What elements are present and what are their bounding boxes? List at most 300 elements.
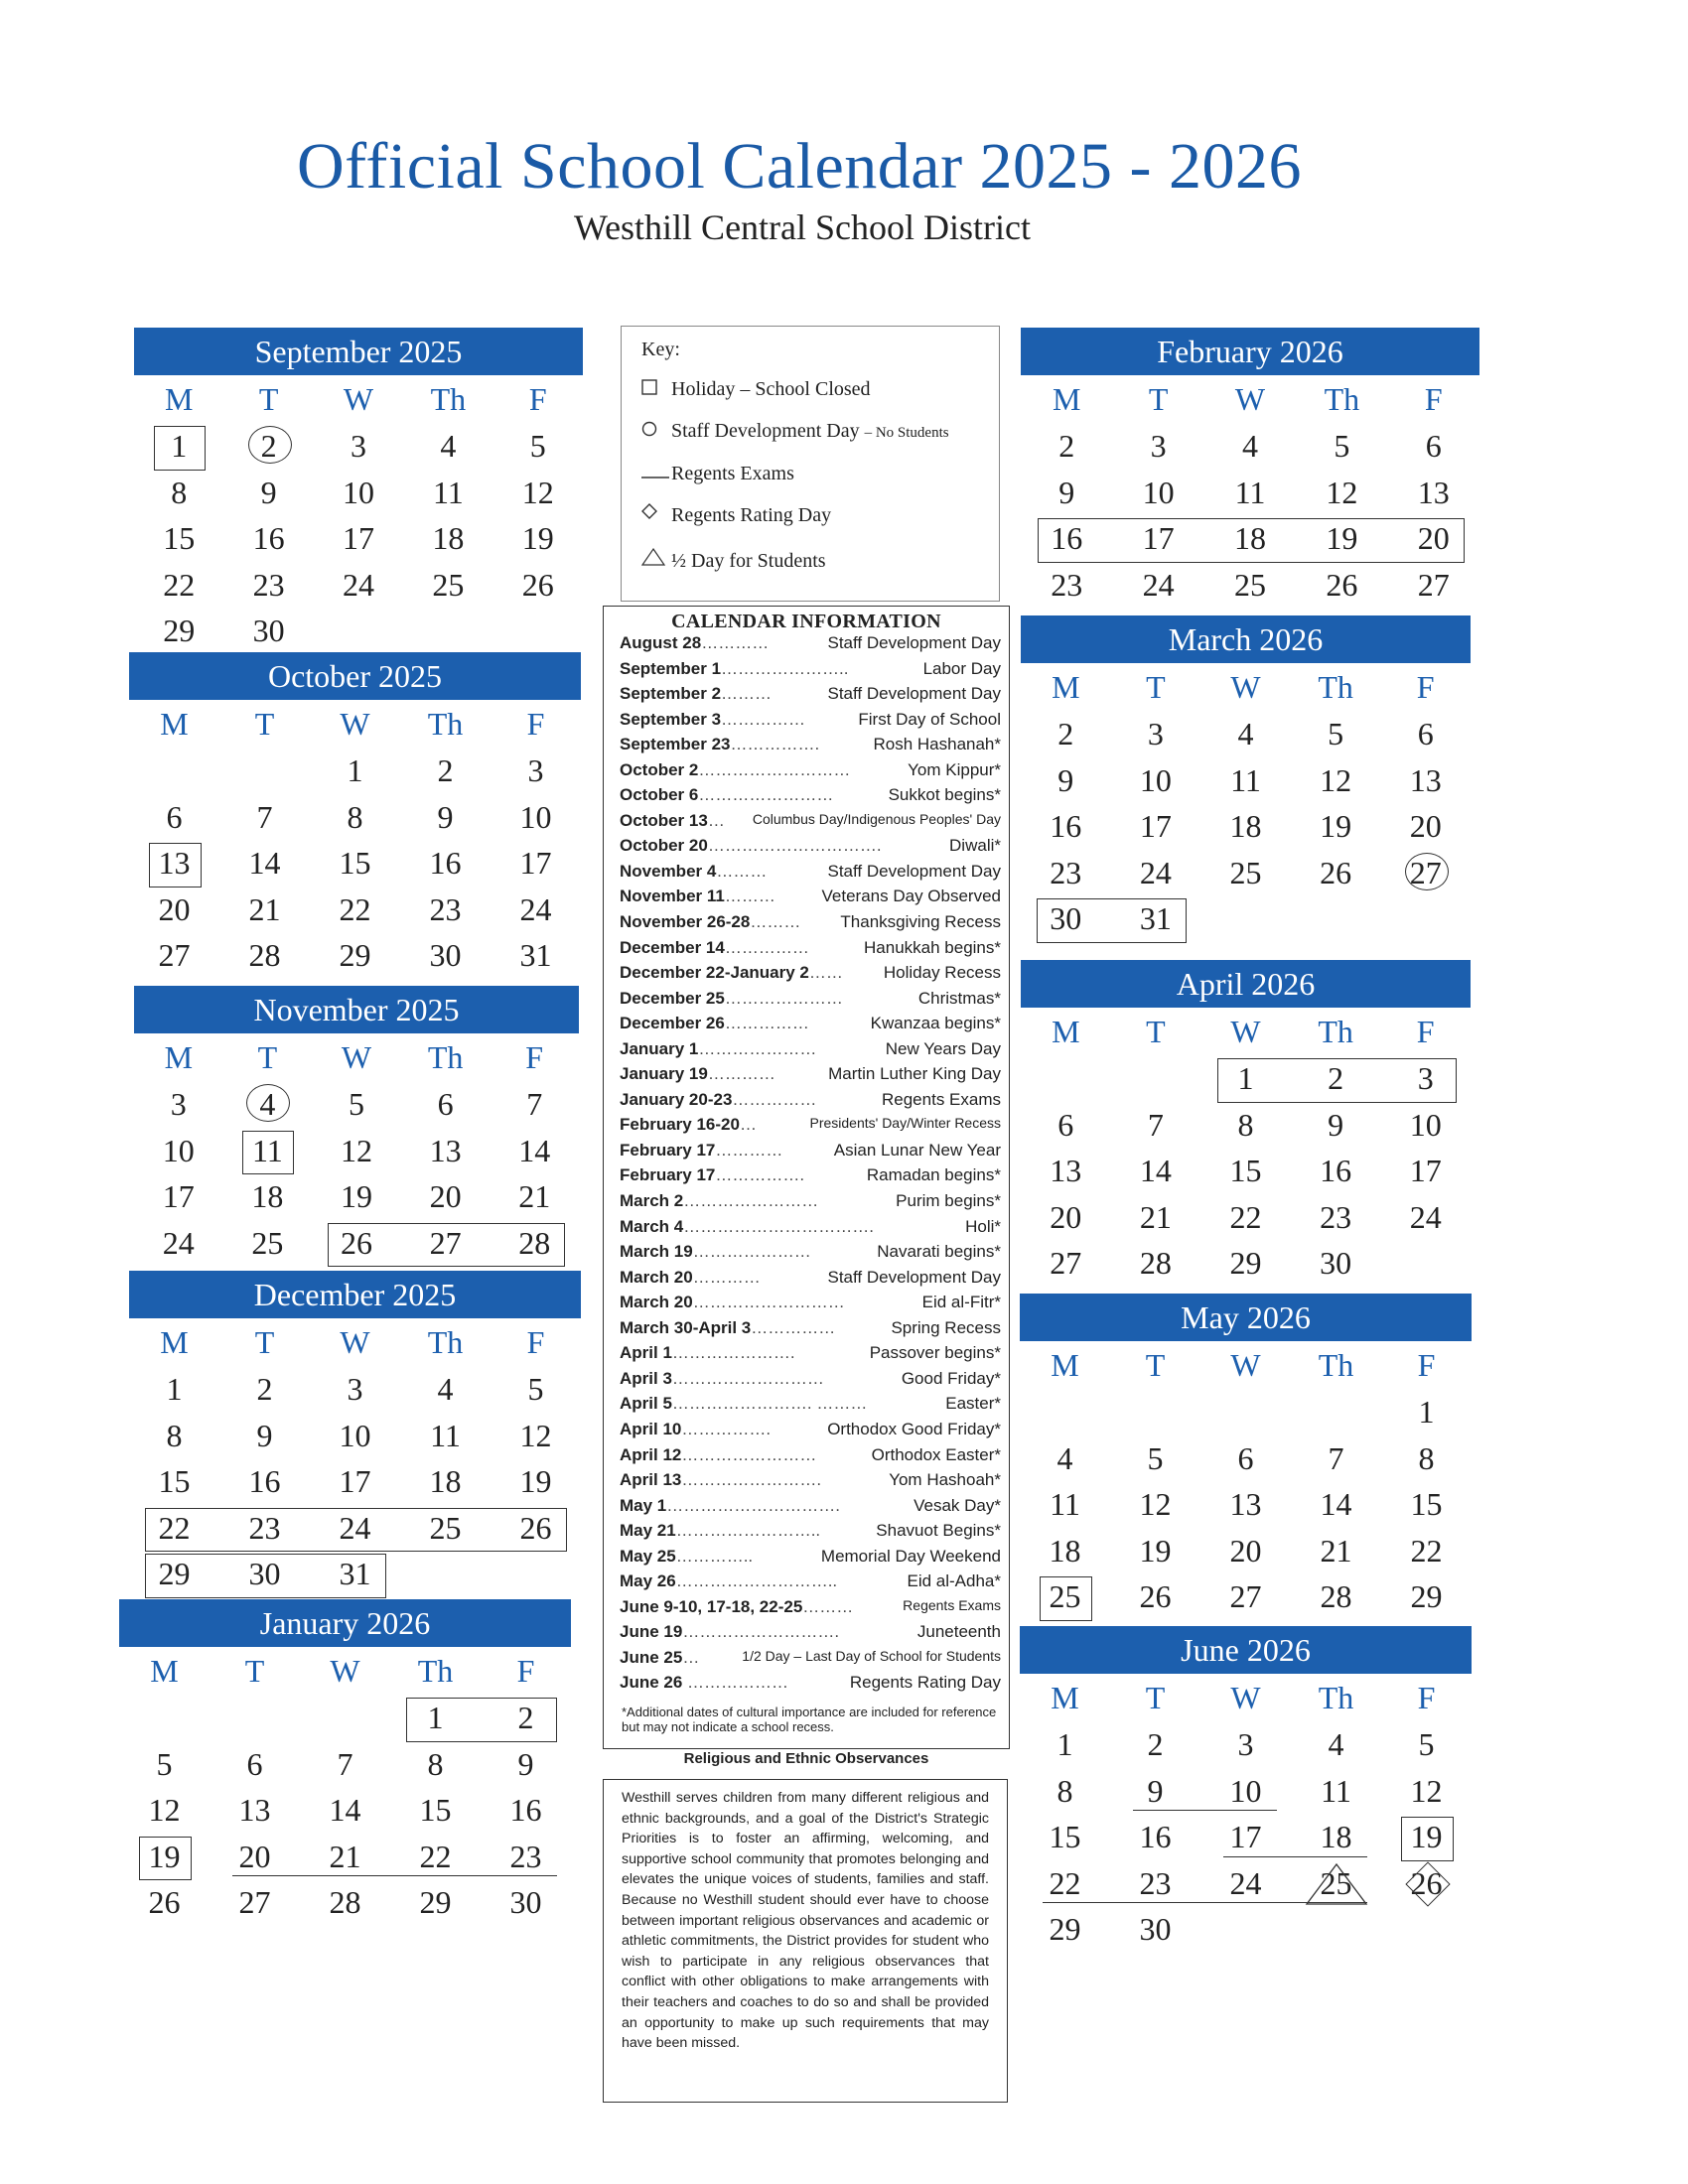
day-cell: 29 <box>1049 1911 1081 1947</box>
day-cell: 6 <box>437 1086 454 1122</box>
empty-cell <box>1380 1240 1471 1287</box>
event-leader-dots: … <box>707 810 725 830</box>
day-cell: 27 <box>1050 1245 1082 1281</box>
day-cell: 27 <box>1229 1578 1262 1614</box>
event-name: Martin Luther King Day <box>828 1064 1001 1084</box>
event-name: First Day of School <box>858 709 1001 729</box>
event-name: Asian Lunar New Year <box>833 1140 1001 1160</box>
weekday-label: Th <box>1318 1347 1354 1383</box>
day-cell: 6 <box>1425 428 1442 464</box>
event-date: March 20 <box>620 1293 693 1312</box>
event-leader-dots: ……………. <box>715 1165 805 1185</box>
key-item-rating-day <box>641 503 831 527</box>
day-cell: 23 <box>429 890 462 927</box>
weekday-label: F <box>525 1039 544 1075</box>
event-name: Christmas* <box>917 988 1001 1008</box>
month-october-2025 <box>129 652 581 979</box>
day-cell: 27 <box>238 1884 271 1920</box>
day-cell: 11 <box>251 1132 283 1168</box>
day-cell: 7 <box>1147 1106 1164 1143</box>
day-cell: 10 <box>339 1417 371 1453</box>
event-name: Spring Recess <box>891 1317 1001 1337</box>
day-cell: 12 <box>1410 1772 1443 1809</box>
day-cell: 11 <box>1050 1486 1080 1522</box>
event-leader-dots: …………… <box>724 937 809 957</box>
day-cell: 21 <box>1139 1198 1172 1235</box>
event-date: March 30-April 3 <box>620 1317 752 1337</box>
day-cell: 5 <box>527 1371 544 1407</box>
event-row <box>620 1343 1001 1369</box>
day-cell: 6 <box>246 1745 263 1782</box>
day-cell: 17 <box>1139 808 1172 844</box>
day-cell: 16 <box>1139 1819 1172 1854</box>
day-cell: 25 <box>251 1224 284 1261</box>
day-cell: 26 <box>521 566 554 603</box>
day-cell: 23 <box>1050 854 1082 890</box>
event-leader-dots: ……… <box>802 1596 854 1616</box>
day-cell: 5 <box>156 1745 173 1782</box>
day-cell: 16 <box>252 520 285 556</box>
day-cell: 27 <box>1409 854 1442 890</box>
month-september-2025 <box>134 328 583 654</box>
day-cell: 3 <box>347 1371 363 1407</box>
key-title: Key: <box>641 339 680 360</box>
event-row <box>620 1014 1001 1039</box>
day-cell: 5 <box>1328 716 1344 751</box>
month-header: February 2026 <box>1021 328 1479 375</box>
empty-cell <box>219 748 310 794</box>
day-cell: 21 <box>518 1178 551 1214</box>
day-cell: 10 <box>519 798 552 835</box>
day-cell: 27 <box>158 937 191 973</box>
event-row <box>620 836 1001 862</box>
event-name: Good Friday* <box>901 1368 1001 1388</box>
month-november-2025 <box>134 986 579 1266</box>
day-cell: 18 <box>251 1178 284 1214</box>
day-cell: 15 <box>1049 1819 1081 1854</box>
weekday-label: T <box>1145 1347 1166 1383</box>
day-cell: 31 <box>339 1556 371 1591</box>
day-cell: 10 <box>1142 474 1175 510</box>
weekday-label: T <box>1148 381 1169 417</box>
empty-cell <box>1380 895 1471 942</box>
event-date: November 4 <box>620 861 717 881</box>
event-leader-dots: …………………….. <box>675 1521 821 1541</box>
event-leader-dots: …………………………. <box>666 1495 840 1515</box>
day-cell: 1 <box>1418 1394 1435 1430</box>
day-cell: 31 <box>1139 900 1172 936</box>
month-grid <box>129 700 581 979</box>
event-leader-dots: ……………. <box>681 1419 772 1438</box>
event-date: September 2 <box>620 684 722 704</box>
day-cell: 10 <box>162 1132 195 1168</box>
day-cell: 4 <box>259 1086 276 1122</box>
event-leader-dots: ……………………. ……… <box>671 1394 868 1414</box>
weekday-label: W <box>340 1324 370 1360</box>
day-cell: 8 <box>1237 1106 1254 1143</box>
day-cell: 17 <box>162 1178 195 1214</box>
day-cell: 27 <box>429 1224 462 1261</box>
day-cell: 10 <box>1229 1772 1262 1809</box>
event-row <box>620 1039 1001 1065</box>
event-name: 1/2 Day – Last Day of School for Students <box>742 1647 1001 1664</box>
day-cell: 1 <box>347 752 363 788</box>
month-march-2026 <box>1021 615 1471 942</box>
day-cell: 19 <box>340 1178 372 1214</box>
day-cell: 28 <box>1139 1245 1172 1281</box>
day-cell: 24 <box>162 1224 195 1261</box>
event-name: Holi* <box>965 1216 1001 1236</box>
day-cell: 12 <box>519 1417 552 1453</box>
key-item-holiday <box>641 378 871 401</box>
day-cell: 12 <box>340 1132 372 1168</box>
event-leader-dots: …………… <box>751 1317 836 1337</box>
event-row <box>620 1293 1001 1318</box>
event-date: December 22-January 2 <box>620 963 809 983</box>
day-cell: 14 <box>1320 1486 1352 1522</box>
day-cell: 20 <box>1409 808 1442 844</box>
event-row <box>620 1547 1001 1572</box>
event-date: October 2 <box>620 759 699 779</box>
event-leader-dots: …… <box>808 963 843 983</box>
empty-cell <box>119 1695 210 1741</box>
key-half-day-label: ½ Day for Students <box>671 550 826 572</box>
event-date: September 3 <box>620 709 722 729</box>
month-grid <box>129 1318 581 1597</box>
event-name: Staff Development Day <box>827 684 1001 704</box>
day-cell: 2 <box>260 428 277 464</box>
weekday-label: W <box>1230 1347 1261 1383</box>
day-cell: 17 <box>339 1463 371 1499</box>
event-date: March 19 <box>620 1242 693 1262</box>
event-row <box>620 1115 1001 1141</box>
day-cell: 6 <box>1057 1106 1074 1143</box>
event-leader-dots: ………… <box>715 1140 783 1160</box>
day-cell: 15 <box>339 845 371 881</box>
event-name: Regents Exams <box>903 1596 1001 1613</box>
weekday-label: W <box>340 706 370 742</box>
event-row <box>620 1521 1001 1547</box>
day-cell: 9 <box>1057 761 1074 798</box>
empty-cell <box>1200 895 1291 942</box>
event-date: January 1 <box>620 1038 699 1058</box>
event-date: February 17 <box>620 1140 716 1160</box>
event-name: Passover begins* <box>869 1343 1001 1363</box>
day-cell: 15 <box>163 520 196 556</box>
calendar-information <box>603 606 1010 1767</box>
key-holiday-label: Holiday – School Closed <box>671 378 871 400</box>
day-cell: 29 <box>158 1556 191 1591</box>
event-name: Yom Hashoah* <box>889 1470 1001 1490</box>
day-cell: 20 <box>238 1838 271 1874</box>
empty-cell <box>1291 1389 1381 1435</box>
day-cell: 22 <box>158 1509 191 1546</box>
event-row <box>620 659 1001 685</box>
weekday-label: W <box>1234 381 1266 417</box>
event-row <box>620 1191 1001 1217</box>
event-date: August 28 <box>620 633 702 652</box>
empty-cell <box>403 608 492 654</box>
day-cell: 28 <box>248 937 281 973</box>
event-date: March 4 <box>620 1216 684 1236</box>
weekday-label: T <box>1146 1014 1166 1049</box>
event-leader-dots: ………… <box>707 1064 775 1084</box>
day-cell: 26 <box>1320 854 1352 890</box>
day-cell: 9 <box>517 1745 534 1782</box>
event-leader-dots: ………………… <box>724 988 843 1008</box>
event-leader-dots: … <box>739 1115 757 1135</box>
day-cell: 14 <box>518 1132 551 1168</box>
event-leader-dots: ……………………… <box>671 1368 824 1388</box>
weekday-label: Th <box>1324 381 1360 417</box>
event-name: Navarati begins* <box>877 1242 1001 1262</box>
day-cell: 26 <box>1410 1864 1443 1901</box>
month-header: May 2026 <box>1020 1294 1472 1341</box>
underline-icon <box>641 462 671 485</box>
event-row <box>620 1369 1001 1395</box>
day-cell: 9 <box>1328 1106 1344 1143</box>
day-cell: 12 <box>521 474 554 510</box>
weekday-label: M <box>150 1653 179 1689</box>
day-cell: 1 <box>1056 1726 1073 1762</box>
event-row <box>620 811 1001 837</box>
event-date: September 1 <box>620 658 722 678</box>
event-date: February 16-20 <box>620 1115 740 1135</box>
day-cell: 7 <box>1328 1439 1344 1476</box>
event-name: Juneteenth <box>916 1622 1001 1642</box>
day-cell: 18 <box>1049 1532 1081 1569</box>
event-row <box>620 1496 1001 1522</box>
month-header: March 2026 <box>1021 615 1471 663</box>
day-cell: 24 <box>339 1509 371 1546</box>
day-cell: 14 <box>248 845 281 881</box>
event-date: May 21 <box>620 1521 676 1541</box>
day-cell: 18 <box>1233 520 1266 556</box>
day-cell: 20 <box>1050 1198 1082 1235</box>
event-date: December 14 <box>620 937 725 957</box>
day-cell: 17 <box>342 520 374 556</box>
event-leader-dots: ……………………. <box>681 1470 822 1490</box>
day-cell: 18 <box>429 1463 462 1499</box>
empty-cell <box>129 748 219 794</box>
day-cell: 24 <box>1409 1198 1442 1235</box>
event-date: January 20-23 <box>620 1089 733 1109</box>
event-row <box>620 785 1001 811</box>
day-cell: 3 <box>1150 428 1167 464</box>
weekday-label: W <box>1230 1014 1261 1049</box>
day-cell: 15 <box>1229 1153 1262 1188</box>
day-cell: 8 <box>171 474 188 510</box>
day-cell: 27 <box>1417 566 1450 603</box>
event-leader-dots: ……… <box>716 861 768 881</box>
event-leader-dots: ………………… <box>698 1038 817 1058</box>
weekday-label: F <box>1416 1014 1435 1049</box>
empty-cell <box>210 1695 300 1741</box>
day-cell: 18 <box>432 520 465 556</box>
event-name: New Years Day <box>885 1038 1001 1058</box>
event-row <box>620 1571 1001 1597</box>
event-date: May 1 <box>620 1495 667 1515</box>
key-item-regents <box>641 462 794 485</box>
day-cell: 20 <box>158 890 191 927</box>
event-leader-dots: … <box>682 1647 700 1667</box>
day-cell: 28 <box>329 1884 361 1920</box>
day-cell: 3 <box>170 1086 187 1122</box>
religious-observances-title: Religious and Ethnic Observances <box>683 1749 929 1767</box>
day-cell: 17 <box>519 845 552 881</box>
day-cell: 6 <box>1237 1439 1254 1476</box>
empty-cell <box>1291 1906 1381 1953</box>
day-cell: 8 <box>347 798 363 835</box>
diamond-icon <box>641 503 671 527</box>
event-date: May 26 <box>620 1571 676 1591</box>
event-row <box>620 684 1001 710</box>
event-row <box>620 1394 1001 1420</box>
day-cell: 3 <box>1417 1060 1434 1096</box>
day-cell: 23 <box>252 566 285 603</box>
event-date: June 9-10, 17-18, 22-25 <box>620 1596 803 1616</box>
day-cell: 11 <box>1321 1772 1351 1809</box>
event-name: Thanksgiving Recess <box>840 912 1001 932</box>
day-cell: 18 <box>1229 808 1262 844</box>
empty-cell <box>1020 1389 1110 1435</box>
empty-cell <box>1200 1389 1291 1435</box>
day-cell: 2 <box>1058 428 1075 464</box>
day-cell: 5 <box>348 1086 364 1122</box>
day-cell: 24 <box>342 566 374 603</box>
event-row <box>620 760 1001 786</box>
event-list <box>604 633 1009 1699</box>
day-cell: 7 <box>256 798 273 835</box>
month-header: April 2026 <box>1021 960 1471 1008</box>
month-grid <box>119 1647 571 1926</box>
day-cell: 24 <box>1229 1864 1262 1901</box>
weekday-label: Th <box>1318 1680 1354 1715</box>
day-cell: 24 <box>1142 566 1175 603</box>
day-cell: 21 <box>1320 1532 1352 1569</box>
event-row <box>620 735 1001 760</box>
event-date: October 13 <box>620 810 708 830</box>
day-cell: 19 <box>148 1838 181 1874</box>
month-february-2026 <box>1021 328 1479 608</box>
day-cell: 17 <box>1142 520 1175 556</box>
day-cell: 13 <box>429 1132 462 1168</box>
event-row <box>620 938 1001 964</box>
event-row <box>620 1165 1001 1191</box>
day-cell: 15 <box>419 1792 452 1828</box>
day-cell: 25 <box>429 1509 462 1546</box>
day-cell: 9 <box>1058 474 1075 510</box>
day-cell: 16 <box>1051 520 1083 556</box>
event-name: Vesak Day* <box>914 1495 1001 1515</box>
day-cell: 29 <box>1410 1578 1443 1614</box>
weekday-label: W <box>341 1039 372 1075</box>
day-cell: 14 <box>1139 1153 1172 1188</box>
empty-cell <box>300 1695 390 1741</box>
event-leader-dots: ………………… <box>692 1242 811 1262</box>
day-cell: 7 <box>337 1745 353 1782</box>
day-cell: 22 <box>163 566 196 603</box>
weekday-label: T <box>258 381 279 417</box>
empty-cell <box>1200 1906 1291 1953</box>
weekday-label: Th <box>1318 669 1353 705</box>
event-leader-dots: ………….. <box>675 1546 754 1566</box>
event-leader-dots: ……………………… <box>692 1293 845 1312</box>
event-row <box>620 1420 1001 1445</box>
day-cell: 8 <box>1056 1772 1073 1809</box>
day-cell: 23 <box>509 1838 542 1874</box>
event-row <box>620 1622 1001 1648</box>
day-cell: 4 <box>1328 1726 1344 1762</box>
event-date: April 5 <box>620 1394 672 1414</box>
day-cell: 21 <box>248 890 281 927</box>
day-cell: 10 <box>342 474 374 510</box>
event-name: Staff Development Day <box>827 633 1001 652</box>
day-cell: 19 <box>1410 1819 1443 1854</box>
event-name: Regents Rating Day <box>849 1673 1001 1693</box>
footnote: *Additional dates of cultural importance are included for reference but may not indicate a school recess. <box>622 1704 997 1734</box>
religious-observances-text: Westhill serves children from many different religious and ethnic backgrounds, and a goal of the District's Strategic Priorities is to foster an affirming, welcoming, and supportive school community that promotes belonging and elevates the unique voices of students, families and staff. Because no Westhill student should ever have to choose between important religious observances and academic or athletic commitments, the District provides for student who wish to participate in any religious observances that conflict with other obligations to make arrangements with their teachers and coaches to do so and shall be provided an opportunity to make up such requirements that may have been missed. <box>603 1779 1008 2103</box>
event-leader-dots: …………………… <box>698 785 834 805</box>
event-date: June 26 <box>620 1673 683 1693</box>
month-grid <box>1021 663 1471 942</box>
empty-cell <box>1291 895 1381 942</box>
event-row <box>620 963 1001 989</box>
month-april-2026 <box>1021 960 1471 1287</box>
day-cell: 19 <box>521 520 554 556</box>
event-date: February 17 <box>620 1165 716 1185</box>
weekday-label: M <box>1051 1680 1079 1715</box>
day-cell: 16 <box>1050 808 1082 844</box>
event-date: October 6 <box>620 785 699 805</box>
event-name: Labor Day <box>922 658 1001 678</box>
event-leader-dots: ………………….. <box>721 658 849 678</box>
day-cell: 22 <box>339 890 371 927</box>
day-cell: 19 <box>1320 808 1352 844</box>
weekday-label: M <box>160 1324 189 1360</box>
event-leader-dots: ……………. <box>730 735 820 754</box>
event-leader-dots: ………………………. <box>682 1622 840 1642</box>
day-cell: 2 <box>1057 716 1074 751</box>
event-date: November 26-28 <box>620 912 751 932</box>
day-cell: 28 <box>518 1224 551 1261</box>
day-cell: 29 <box>163 613 196 648</box>
day-cell: 30 <box>1320 1245 1352 1281</box>
day-cell: 26 <box>1326 566 1358 603</box>
key-regents-label: Regents Exams <box>671 463 794 484</box>
weekday-label: T <box>244 1653 265 1689</box>
weekday-label: F <box>528 381 547 417</box>
event-name: Memorial Day Weekend <box>820 1546 1001 1566</box>
weekday-label: T <box>257 1039 278 1075</box>
square-icon <box>641 378 671 401</box>
event-name: Sukkot begins* <box>888 785 1001 805</box>
day-cell: 6 <box>1417 716 1434 751</box>
event-name: Yom Kippur* <box>908 759 1001 779</box>
event-leader-dots: …………………………. <box>707 836 882 856</box>
day-cell: 29 <box>339 937 371 973</box>
event-date: October 20 <box>620 836 708 856</box>
month-grid <box>134 1033 579 1266</box>
day-cell: 9 <box>260 474 277 510</box>
day-cell: 11 <box>432 474 464 510</box>
event-date: June 19 <box>620 1622 683 1642</box>
event-name: Diwali* <box>949 836 1001 856</box>
day-cell: 10 <box>1409 1106 1442 1143</box>
day-cell: 8 <box>166 1417 183 1453</box>
month-header: October 2025 <box>129 652 581 700</box>
day-cell: 12 <box>1139 1486 1172 1522</box>
